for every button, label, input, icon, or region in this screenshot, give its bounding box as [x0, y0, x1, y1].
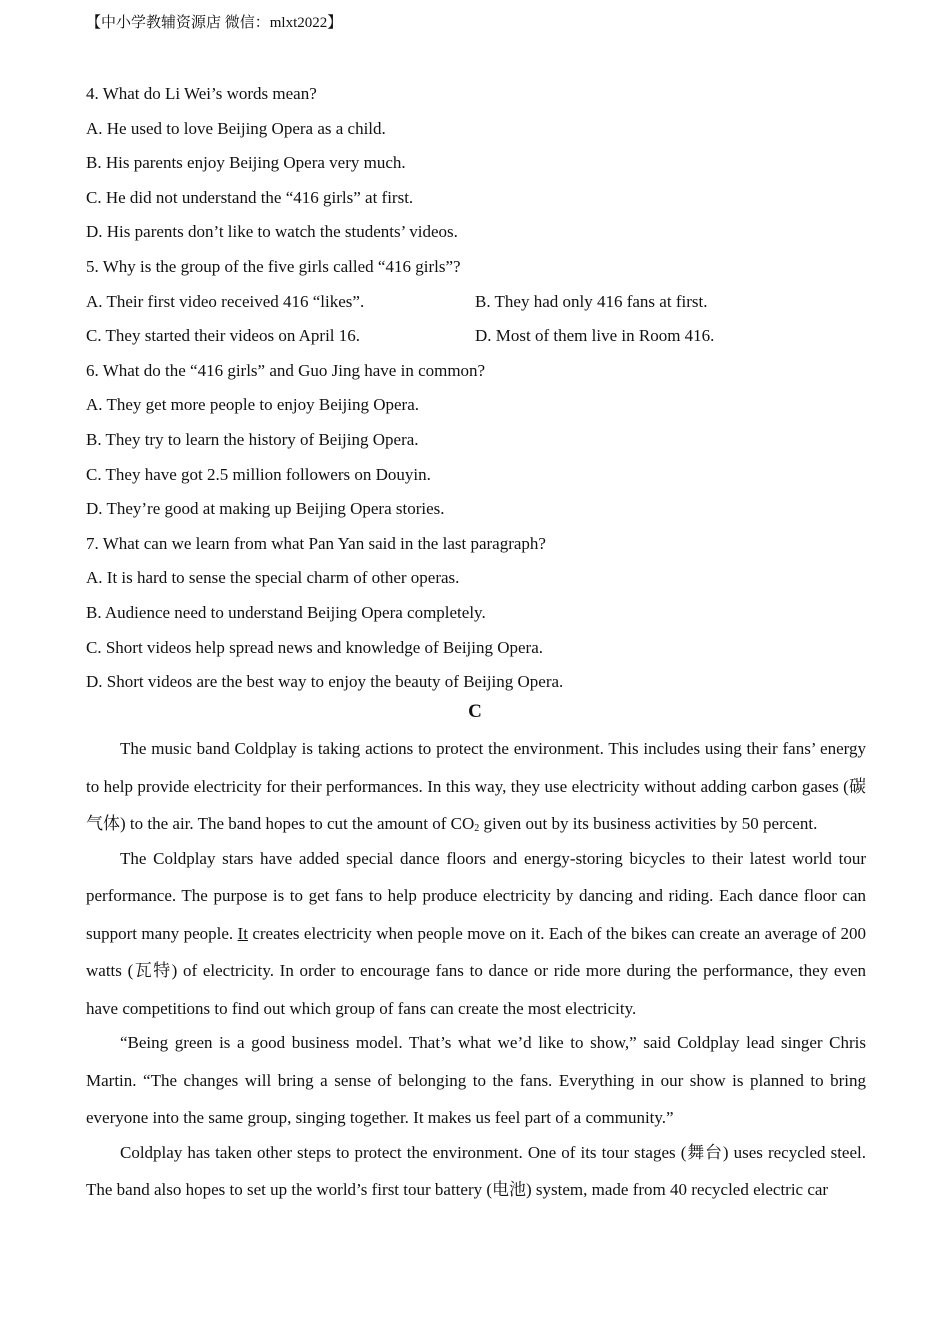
- question-stem: 7. What can we learn from what Pan Yan said in the last paragraph?: [86, 533, 546, 553]
- question-stem: 5. Why is the group of the five girls called “416 girls”?: [86, 256, 461, 276]
- option-b: B. They try to learn the history of Beijing Opera.: [86, 429, 419, 449]
- header-watermark: 【中小学教辅资源店 微信：mlxt2022】: [86, 15, 343, 31]
- option-row: [86, 319, 876, 354]
- paragraph-text: The Coldplay stars have added special dance floors and energy-storing bicycles to their latest world tour performance. The purpose is to get fans to help produce electricity by dancing and riding. Each dance floor can support many people.: [86, 848, 866, 943]
- paragraph-text: creates electricity when people move on it. Each of the bikes can create an average of 200 watts (瓦特) of electricity. In order to encourage fans to dance or ride more during the performance, they even have competitions to find out which group of fans can create the most electricity.: [86, 923, 866, 1018]
- option-row: [86, 285, 876, 320]
- option-b: B. His parents enjoy Beijing Opera very much.: [86, 153, 406, 173]
- paragraph-2: [86, 840, 866, 1028]
- option-d: D. His parents don’t like to watch the students’ videos.: [86, 222, 458, 242]
- option-a: A. Their first video received 416 “likes”.: [86, 291, 365, 311]
- option-b: B. Audience need to understand Beijing Opera completely.: [86, 602, 486, 622]
- question-list: [86, 77, 876, 700]
- underlined-word: It: [237, 923, 248, 943]
- option-c: C. He did not understand the “416 girls” at first.: [86, 187, 414, 207]
- paragraph-text: The music band Coldplay is taking actions to protect the environment. This includes using their fans’ energy to help provide electricity for their performances. In this way, they use electricity without adding carbon gases (碳气体) to the air. The band hopes to cut the amount of CO: [86, 739, 866, 833]
- question-stem: 6. What do the “416 girls” and Guo Jing have in common?: [86, 360, 486, 380]
- option-d: D. Short videos are the best way to enjoy the beauty of Beijing Opera.: [86, 672, 564, 692]
- option-d: D. Most of them live in Room 416.: [475, 326, 715, 346]
- question-stem: 4. What do Li Wei’s words mean?: [86, 84, 317, 103]
- paragraph-4: Coldplay has taken other steps to protect the environment. One of its tour stages (舞台) uses recycled steel. The band also hopes to set up the world’s first tour battery (电池) system, made from 40 recycled electric car: [86, 1142, 866, 1199]
- subscript: 2: [474, 823, 480, 834]
- option-d: D. They’re good at making up Beijing Opera stories.: [86, 499, 445, 519]
- option-a: A. He used to love Beijing Opera as a child.: [86, 118, 386, 138]
- option-a: A. It is hard to sense the special charm of other operas.: [86, 568, 460, 588]
- reading-passage: [86, 730, 866, 1209]
- option-c: C. Short videos help spread news and knowledge of Beijing Opera.: [86, 637, 544, 657]
- section-title: C: [468, 701, 482, 722]
- paragraph-1: [86, 730, 866, 843]
- paragraph-3: “Being green is a good business model. That’s what we’d like to show,” said Coldplay lead singer Chris Martin. “The changes will bring a sense of belonging to the fans. Everything in our show is planned to bring everyone into the same group, singing together. It makes us feel part of a community.”: [86, 1033, 866, 1127]
- option-c: C. They started their videos on April 16.: [86, 326, 361, 346]
- option-c: C. They have got 2.5 million followers on Douyin.: [86, 464, 431, 484]
- option-b: B. They had only 416 fans at first.: [475, 291, 708, 311]
- option-a: A. They get more people to enjoy Beijing Opera.: [86, 395, 419, 415]
- paragraph-text: given out by its business activities by 50 percent.: [479, 814, 818, 833]
